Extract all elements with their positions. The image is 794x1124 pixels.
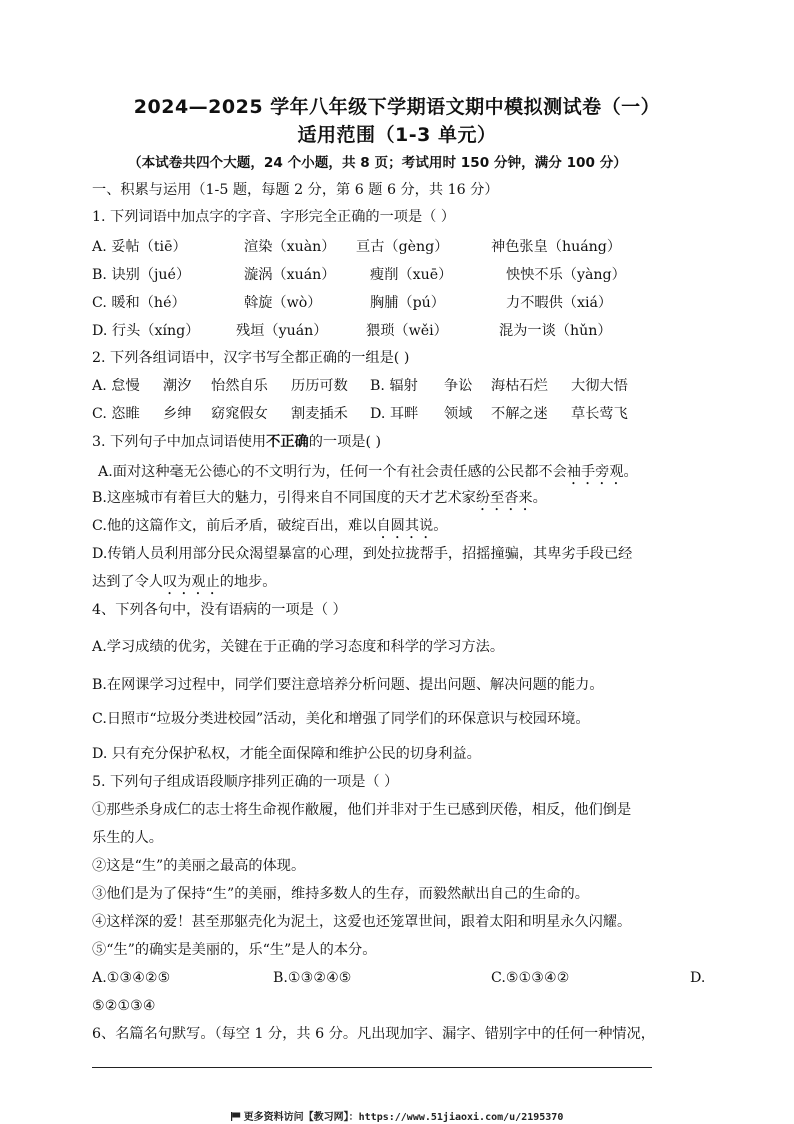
q3-b-marked-word: 纷至沓来 <box>475 490 533 506</box>
q1-a-1: A. 妥帖（tiē） <box>92 239 187 255</box>
q2-r1-3: 怡然自乐 <box>211 378 268 394</box>
q1-d-4: 混为一谈（hǔn） <box>499 323 612 339</box>
q3-stem <box>92 432 381 452</box>
footer-link[interactable]: 更多资料访问【教习网】：https://www.51jiaoxi.com/u/2195370 <box>243 1112 564 1123</box>
q3-a-end: 。 <box>623 464 638 480</box>
q3-option-b <box>92 488 547 514</box>
q2-r1-1: A. 怠慢 <box>92 378 140 394</box>
q2-r2-4: 割麦插禾 <box>291 406 348 422</box>
flag-icon <box>231 1112 241 1121</box>
q1-stem: 1. 下列词语中加点字的字音、字形完全正确的一项是（ ） <box>92 209 456 225</box>
q2-r1-8: 大彻大悟 <box>571 378 628 394</box>
q1-a-4: 神色张皇（huáng） <box>491 239 622 255</box>
q2-r1-6: 争讼 <box>444 378 473 394</box>
q4-stem: 4、下列各句中，没有语病的一项是（ ） <box>92 602 347 618</box>
q5-sentence-2: ②这是“生”的美丽之最高的体现。 <box>92 858 306 874</box>
q2-r1-4: 历历可数 <box>291 378 348 394</box>
q1-d-3: 猥琐（wěi） <box>366 323 448 339</box>
section-heading: 一、积累与运用（1-5 题，每题 2 分，第 6 题 6 分，共 16 分） <box>92 182 499 198</box>
q1-a-3: 亘古（gèng） <box>356 239 449 255</box>
q1-c-3: 胸脯（pú） <box>370 295 445 311</box>
footer <box>0 1108 794 1123</box>
q5-sentence-4: ④这样深的爱！甚至那躯壳化为泥土，这爱也还笼罩世间，跟着太阳和明星永久闪耀。 <box>92 914 632 930</box>
q1-b-1: B. 诀别（jué） <box>92 267 191 283</box>
q2-r2-5: D. 耳畔 <box>370 406 419 422</box>
q3-c-marked-word: 自圆其说 <box>376 518 434 534</box>
q3-option-c <box>92 516 447 542</box>
q3-option-d-line1: D.传销人员利用部分民众渴望暴富的心理，到处拉拢帮手，招摇撞骗，其卑劣手段已经 <box>92 546 633 562</box>
q4-option-c: C.日照市“垃圾分类进校园”活动，美化和增强了同学们的环保意识与校园环境。 <box>92 711 590 727</box>
q5-sentence-1b: 乐生的人。 <box>92 830 163 846</box>
q3-d-marked-word: 叹为观止 <box>162 574 220 590</box>
q3-option-a <box>98 462 638 488</box>
q1-b-2: 漩涡（xuán） <box>244 267 336 283</box>
exam-note: （本试卷共四个大题，24 个小题，共 8 页；考试用时 150 分钟，满分 100 分） <box>128 155 627 171</box>
q2-r2-2: 乡绅 <box>163 406 192 422</box>
q2-stem: 2. 下列各组词语中，汉字书写全都正确的一组是( ) <box>92 350 410 366</box>
q3-c-text: C.他的这篇作文，前后矛盾，破绽百出，难以 <box>92 518 377 534</box>
q5-option-c: C.⑤①③④② <box>491 970 570 986</box>
q5-option-d: D. <box>690 970 706 986</box>
q2-r2-7: 不解之迷 <box>491 406 548 422</box>
page-divider <box>92 1067 652 1068</box>
q5-sentence-5: ⑤“生”的确实是美丽的，乐“生”是人的本分。 <box>92 942 377 958</box>
q2-r1-2: 潮汐 <box>163 378 192 394</box>
q2-r2-6: 领域 <box>444 406 473 422</box>
q3-b-text: B.这座城市有着巨大的魅力，引得来自不同国度的天才艺术家 <box>92 490 476 506</box>
q2-r1-7: 海枯石烂 <box>491 378 548 394</box>
q3-option-d-line2 <box>92 572 276 598</box>
q4-option-b: B.在网课学习过程中，同学们要注意培养分析问题、提出问题、解决问题的能力。 <box>92 677 604 693</box>
page-title: 2024—2025 学年八年级下学期语文期中模拟测试卷（一） <box>133 96 661 118</box>
q4-option-a: A.学习成绩的优劣，关键在于正确的学习态度和科学的学习方法。 <box>92 639 505 655</box>
q2-r2-8: 草长莺飞 <box>571 406 628 422</box>
q3-a-text: A.面对这种毫无公德心的不文明行为，任何一个有社会责任感的公民都不会 <box>98 464 567 480</box>
q1-c-4: 力不暇供（xiá） <box>506 295 613 311</box>
q2-r1-5: B. 辐射 <box>370 378 418 394</box>
q3-c-end: 。 <box>433 518 448 534</box>
q3-stem-post: 的一项是( ) <box>308 434 382 450</box>
q5-option-b: B.①③②④⑤ <box>273 970 352 986</box>
q5-sentence-1a: ①那些杀身成仁的志士将生命视作敝履，他们并非对于生已感到厌倦，相反，他们倒是 <box>92 802 632 818</box>
q1-c-1: C. 暖和（hé） <box>92 295 186 311</box>
q3-stem-pre: 3. 下列句子中加点词语使用 <box>92 434 267 450</box>
q5-option-a: A.①③④②⑤ <box>92 970 171 986</box>
q3-d-text: 达到了令人 <box>92 574 163 590</box>
q5-stem: 5. 下列句子组成语段顺序排列正确的一项是（ ） <box>92 774 399 790</box>
q3-b-end: 。 <box>532 490 547 506</box>
q2-r2-1: C. 恣睢 <box>92 406 140 422</box>
page-subtitle: 适用范围（1-3 单元） <box>297 124 497 146</box>
q5-sentence-3: ③他们是为了保持“生”的美丽，维持多数人的生存，而毅然献出自己的生命的。 <box>92 886 589 902</box>
q5-option-d-cont: ⑤②①③④ <box>92 998 156 1014</box>
q3-a-marked-word: 袖手旁观 <box>566 464 624 480</box>
q1-b-4: 怏怏不乐（yàng） <box>506 267 626 283</box>
q3-d-end: 的地步。 <box>219 574 277 590</box>
q1-b-3: 瘦削（xuē） <box>370 267 453 283</box>
q6-stem: 6、名篇名句默写。（每空 1 分，共 6 分。凡出现加字、漏字、错别字中的任何一种情况， <box>92 1026 655 1042</box>
q1-d-1: D. 行头（xíng） <box>92 323 200 339</box>
q2-r2-3: 窈窕假女 <box>211 406 268 422</box>
q1-d-2: 残垣（yuán） <box>236 323 328 339</box>
q3-stem-emphasis: 不正确 <box>266 434 309 450</box>
q1-c-2: 斡旋（wò） <box>244 295 322 311</box>
q1-a-2: 渲染（xuàn） <box>244 239 336 255</box>
q4-option-d: D. 只有充分保护私权，才能全面保障和维护公民的切身利益。 <box>92 746 481 762</box>
